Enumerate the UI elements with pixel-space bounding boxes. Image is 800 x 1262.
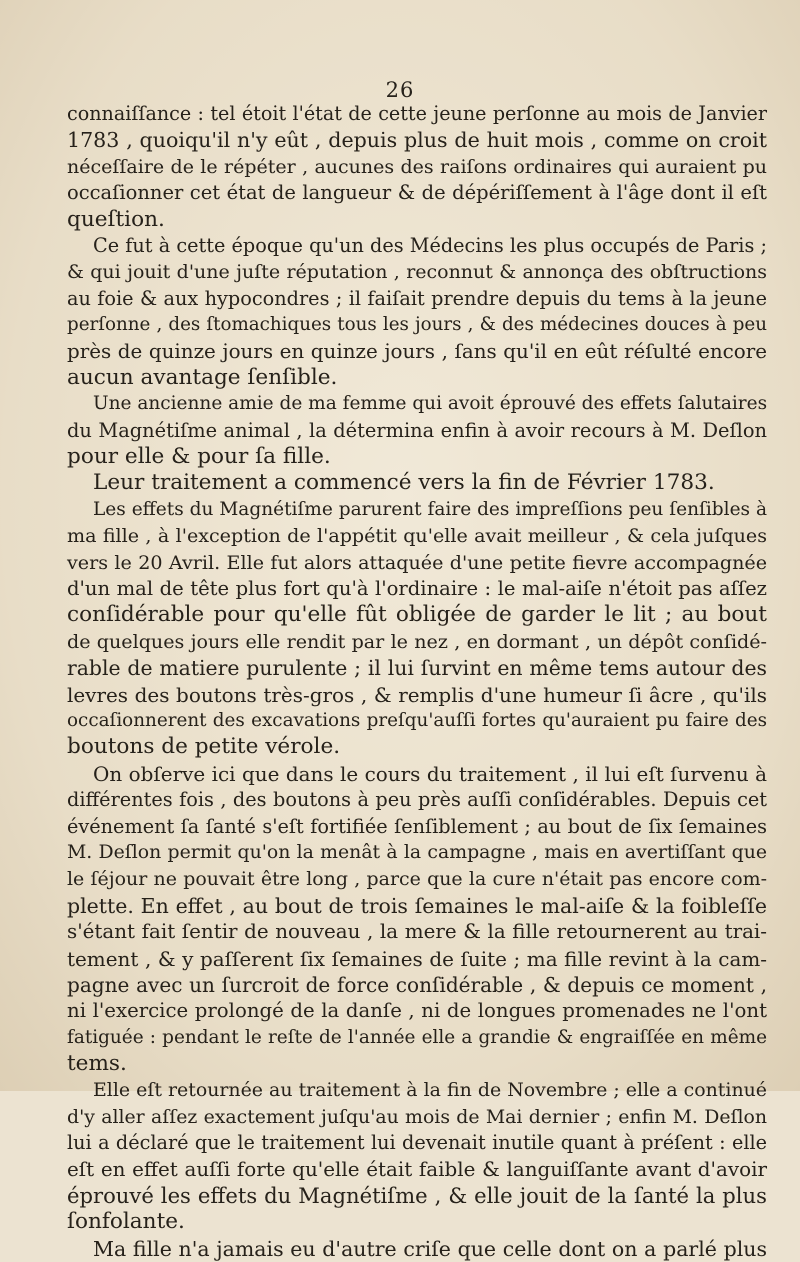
text-line: occaſionnerent des excavations preſqu'auſſi fortes qu'auraient pu faire des bbox=[67, 709, 767, 731]
text-line: pour elle & pour ſa fille. bbox=[67, 444, 331, 470]
text-line: 1783 , quoiqu'il n'y eût , depuis plus de huit mois , comme on croit bbox=[67, 128, 767, 153]
text-line: tems. bbox=[67, 1051, 127, 1077]
text-line: On obſerve ici que dans le cours du traitement , il lui eſt ſurvenu à bbox=[93, 761, 767, 786]
text-line: Les effets du Magnétiſme parurent faire des impreſſions peu ſenſibles à bbox=[93, 498, 767, 520]
body-text bbox=[67, 101, 767, 1262]
text-line: près de quinze jours en quinze jours , ſans qu'il en eût réſulté encore bbox=[67, 339, 767, 363]
text-line: du Magnétiſme animal , la détermina enfin à avoir recours à M. Deſlon bbox=[67, 418, 767, 442]
text-line: fatiguée : pendant le reſte de l'année elle a grandie & engraiſſée en même bbox=[67, 1026, 767, 1048]
text-line: ma fille , à l'exception de l'appétit qu'elle avait meilleur , & cela juſques bbox=[67, 524, 767, 548]
text-line: s'étant fait ſentir de nouveau , la mere & la fille retournerent au trai- bbox=[67, 920, 767, 944]
text-line: Ma fille n'a jamais eu d'autre criſe que celle dont on a parlé plus bbox=[93, 1236, 767, 1261]
text-line: conſidérable pour qu'elle fût obligée de garder le lit ; au bout bbox=[67, 602, 767, 628]
text-line: éprouvé les effets du Magnétiſme , & elle jouit de la ſanté la plus bbox=[67, 1183, 767, 1209]
text-line: levres des boutons très-gros , & remplis d'une humeur ſi âcre , qu'ils bbox=[67, 682, 767, 707]
text-line: vers le 20 Avril. Elle fut alors attaquée d'une petite fievre accompagnée bbox=[67, 550, 767, 574]
text-line: plette. En effet , au bout de trois ſemaines le mal-aiſe & la foibleſſe bbox=[67, 893, 767, 918]
text-line: boutons de petite vérole. bbox=[67, 734, 341, 760]
text-line: Leur traitement a commencé vers la fin de Février 1783. bbox=[93, 470, 715, 496]
text-line: pagne avec un ſurcroit de force conſidérable , & depuis ce moment , bbox=[67, 972, 767, 997]
text-line: occaſionner cet état de langueur & de dépériſſement à l'âge dont il eſt bbox=[67, 181, 767, 205]
text-line: Une ancienne amie de ma femme qui avoit éprouvé des effets ſalutaires bbox=[93, 393, 768, 415]
text-line: d'y aller aſſez exactement juſqu'au mois de Mai dernier ; enfin M. Deſlon bbox=[67, 1105, 767, 1128]
text-line: M. Deſlon permit qu'on la menât à la campagne , mais en avertiſſant que bbox=[67, 841, 767, 863]
text-line: ſonfolante. bbox=[67, 1209, 185, 1235]
text-line: d'un mal de tête plus fort qu'à l'ordinaire : le mal-aiſe n'étoit pas aſſez bbox=[67, 577, 767, 601]
text-line: ni l'exercice prolongé de la danſe , ni de longues promenades ne l'ont bbox=[67, 999, 767, 1023]
text-line: queſtion. bbox=[67, 206, 165, 232]
text-line: événement ſa ſanté s'eſt fortifiée ſenſiblement ; au bout de ſix ſemaines bbox=[67, 814, 767, 838]
text-line: le ſéjour ne pouvait être long , parce que la cure n'était pas encore com- bbox=[67, 868, 767, 891]
text-line: & qui jouit d'une juſte réputation , reconnut & annonça des obſtructions bbox=[67, 261, 767, 284]
text-line: eſt en effet auſſi forte qu'elle était faible & languiſſante avant d'avoir bbox=[67, 1157, 767, 1181]
text-line: aucun avantage ſenſible. bbox=[67, 364, 338, 390]
text-line: rable de matiere purulente ; il lui ſurvint en même tems autour des bbox=[67, 656, 767, 681]
text-line: Elle eſt retournée au traitement à la fin de Novembre ; elle a continué bbox=[93, 1079, 767, 1102]
text-line: au foie & aux hypocondres ; il faiſait prendre depuis du tems à la jeune bbox=[67, 286, 767, 310]
text-line: connaiſſance : tel étoit l'état de cette jeune perſonne au mois de Janvier bbox=[67, 102, 767, 125]
page-number: 26 bbox=[385, 78, 415, 102]
text-line: différentes fois , des boutons à peu près auſſi conſidérables. Depuis cet bbox=[67, 788, 767, 812]
text-line: perſonne , des ſtomachiques tous les jours , & des médecines douces à peu bbox=[67, 314, 767, 336]
text-line: néceſſaire de le répéter , aucunes des raiſons ordinaires qui auraient pu bbox=[67, 155, 767, 178]
text-line: tement , & y paſſerent ſix ſemaines de ſuite ; ma fille revint à la cam- bbox=[67, 946, 767, 971]
text-line: lui a déclaré que le traitement lui devenait inutile quant à préſent : elle bbox=[67, 1131, 767, 1155]
text-line: Ce fut à cette époque qu'un des Médecins les plus occupés de Paris ; bbox=[93, 233, 767, 257]
text-line: de quelques jours elle rendit par le nez , en dormant , un dépôt conſidé- bbox=[67, 630, 767, 653]
